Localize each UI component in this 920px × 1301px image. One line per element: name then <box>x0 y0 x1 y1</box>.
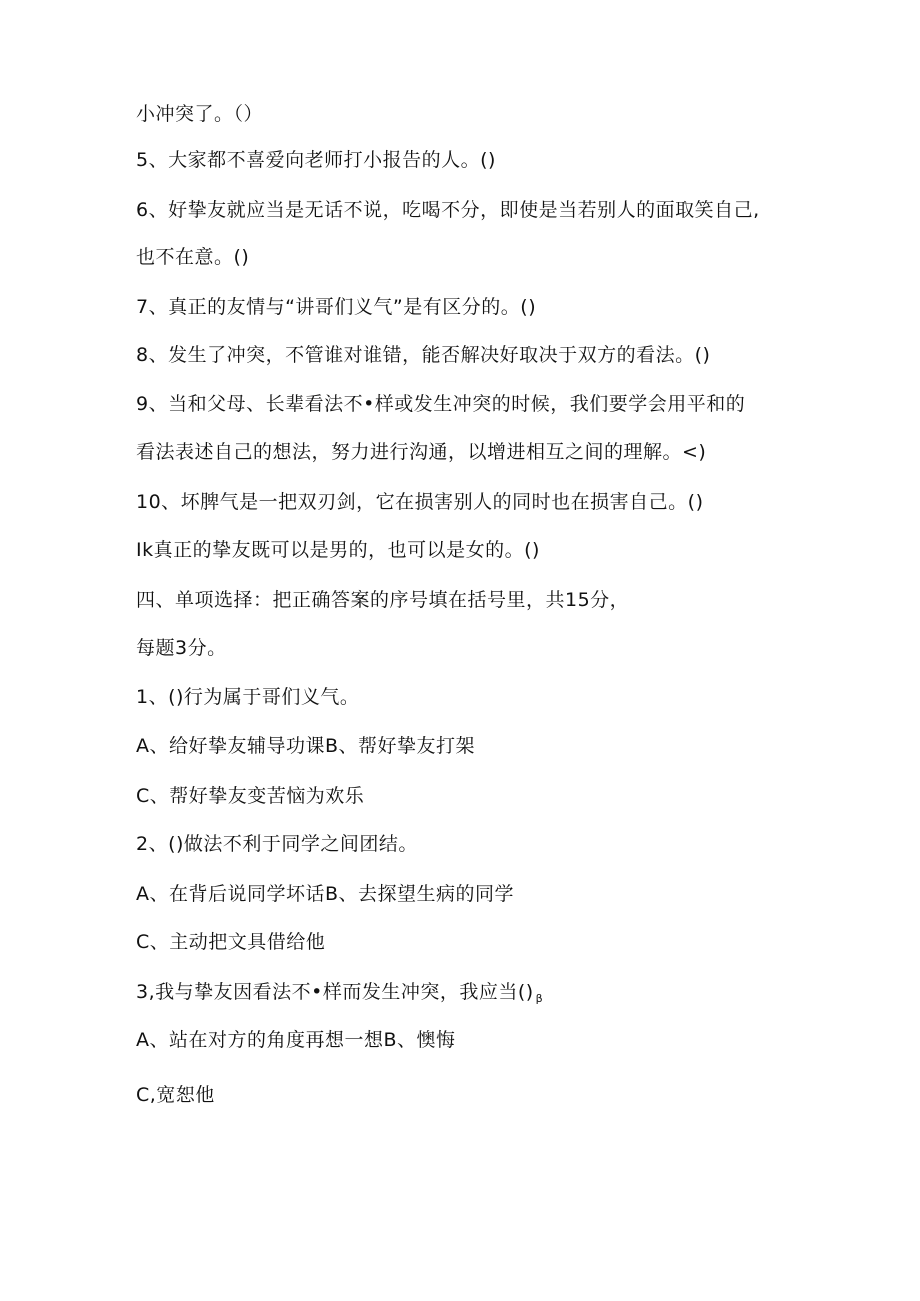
question-9: 9、当和父母、长辈看法不•样或发生冲突的时候，我们要学会用平和的 <box>136 393 746 415</box>
choice-2-option-c: C、主动把文具借给他 <box>136 931 326 953</box>
choice-question-3-text: 3,我与挚友因看法不•样而发生冲突，我应当() <box>136 981 534 1003</box>
choice-3-option-c: C,宽恕他 <box>136 1084 215 1106</box>
section-heading: 四、单项选择：把正确答案的序号填在括号里，共15分， <box>136 589 630 611</box>
question-5: 5、大家都不喜爱向老师打小报告的人。() <box>136 149 496 171</box>
question-10: 10、坏脾气是一把双刃剑，它在损害别人的同时也在损害自己。() <box>136 491 704 513</box>
text-line-1: 小冲突了。（） <box>136 103 264 125</box>
choice-question-2: 2、()做法不利于同学之间团结。 <box>136 833 418 855</box>
choice-question-1: 1、()行为属于哥们义气。 <box>136 686 360 708</box>
question-8: 8、发生了冲突，不管谁对谁错，能否解决好取决于双方的看法。() <box>136 344 711 366</box>
choice-3-options-ab: A、站在对方的角度再想一想B、懊悔 <box>136 1029 456 1051</box>
question-6-continued: 也不在意。() <box>136 246 250 268</box>
choice-1-option-c: C、帮好挚友变苦恼为欢乐 <box>136 785 365 807</box>
question-11: Ik真正的挚友既可以是男的，也可以是女的。() <box>136 539 540 561</box>
question-9-continued: 看法表述自己的想法，努力进行沟通，以增进相互之间的理解。<) <box>136 441 707 463</box>
question-6: 6、好挚友就应当是无话不说，吃喝不分，即使是当若别人的面取笑自己, <box>136 199 760 221</box>
section-heading-continued: 每题3分。 <box>136 637 227 659</box>
choice-question-3 <box>136 980 543 1011</box>
choice-2-options-ab: A、在背后说同学坏话B、去探望生病的同学 <box>136 883 515 905</box>
choice-question-3-mark: β <box>535 992 544 1005</box>
question-7: 7、真正的友情与“讲哥们义气”是有区分的。() <box>136 296 537 318</box>
choice-1-options-ab: A、给好挚友辅导功课B、帮好挚友打架 <box>136 735 476 757</box>
